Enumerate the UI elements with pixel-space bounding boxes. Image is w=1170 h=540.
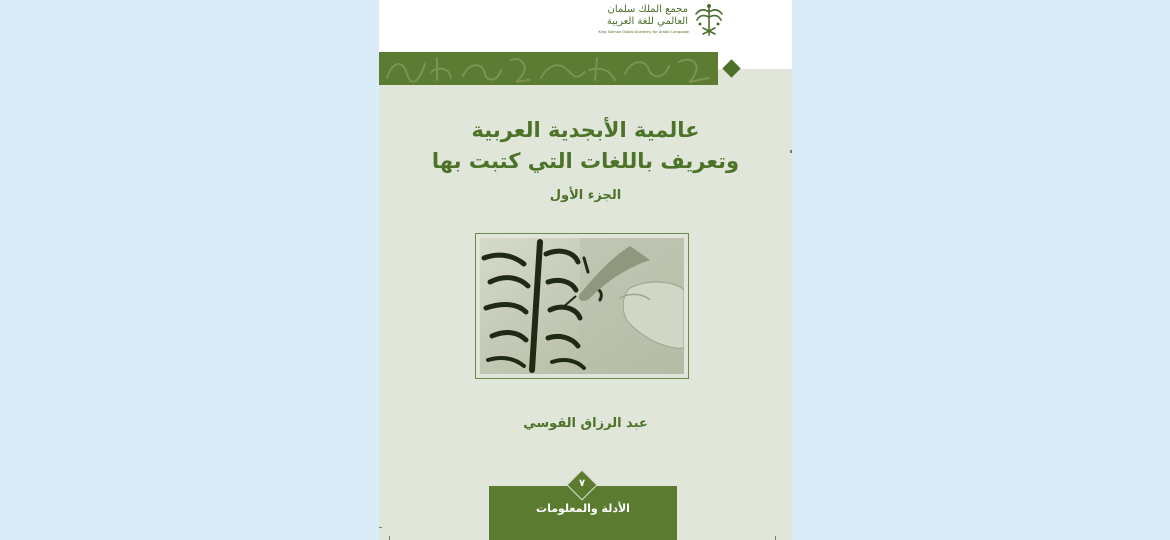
- publisher-name-line2: العالمي للغة العربية: [606, 16, 688, 27]
- book-title-line2: وتعريف باللغات التي كتبت بها: [431, 149, 740, 173]
- edge-tick-bottom-right: [775, 536, 776, 540]
- publisher-name-english: King Salman Global Academy for Arabic Language: [598, 30, 689, 34]
- publisher-logo: [597, 2, 727, 38]
- calligraphy-photo: [480, 238, 684, 374]
- author-name: عبد الرزاق القوسي: [523, 416, 648, 431]
- calligraphy-pattern-band: [379, 52, 718, 85]
- cover-photo-frame: [475, 233, 689, 379]
- book-title-line1: عالمية الأبجدية العربية: [471, 118, 700, 142]
- series-number: ٧: [578, 478, 586, 489]
- edge-tick-left: [379, 527, 382, 528]
- edge-tick-right: [790, 150, 792, 153]
- palm-emblem-icon: [691, 2, 727, 38]
- book-cover: [379, 0, 792, 540]
- calligraphy-pattern-icon: [379, 52, 718, 85]
- publisher-name-line1: مجمع الملك سلمان: [607, 4, 688, 15]
- book-part: الجزء الأول: [549, 188, 622, 203]
- series-name: الأدلة والمعلومات: [536, 502, 630, 515]
- edge-tick-bottom-left: [389, 536, 390, 540]
- calligrapher-hand-image: [480, 238, 684, 374]
